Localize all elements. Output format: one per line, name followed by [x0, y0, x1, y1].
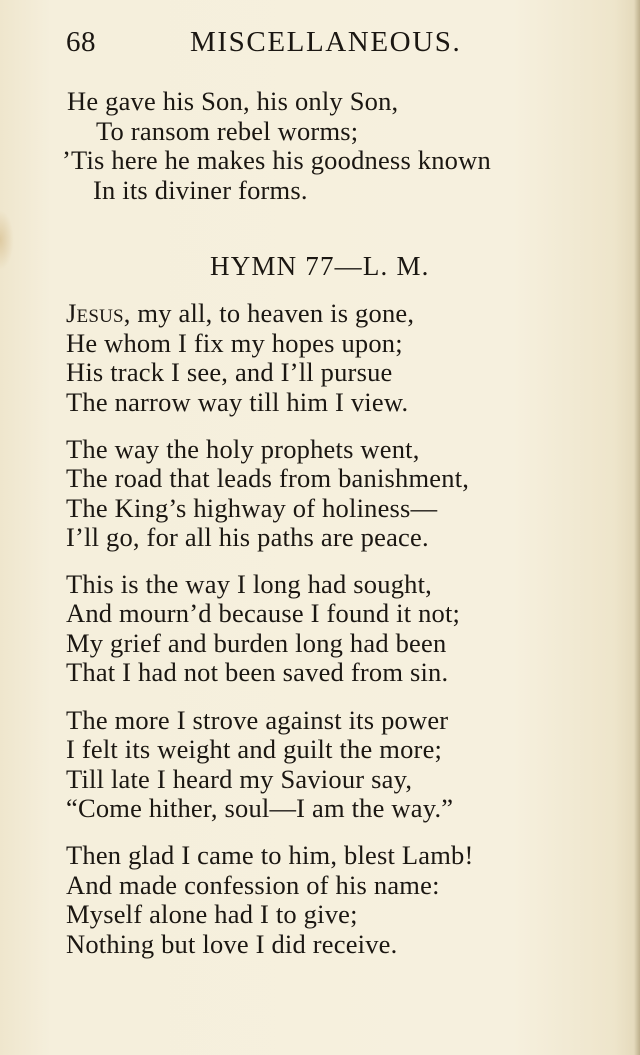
first-line-rest: my all, to heaven is gone,	[130, 298, 415, 328]
verse-line: “Come hither, soul—I am the way.”	[66, 793, 454, 823]
verse-line: To ransom rebel worms;	[96, 116, 359, 146]
page-edge-shadow	[634, 0, 640, 1055]
verse-line: Till late I heard my Saviour say,	[66, 764, 413, 794]
verse-line: The more I strove against its power	[66, 705, 449, 735]
verse-line: And made confession of his name:	[66, 870, 440, 900]
verse-line: The narrow way till him I view.	[66, 387, 409, 417]
verse-line: And mourn’d because I found it not;	[66, 598, 461, 628]
verse-line: This is the way I long had sought,	[66, 569, 432, 599]
verse-line-first	[66, 298, 414, 328]
verse-line: ’Tis here he makes his goodness known	[62, 145, 491, 175]
verse-line: Then glad I came to him, blest Lamb!	[66, 840, 474, 870]
verse-line: In its diviner forms.	[93, 175, 308, 205]
verse-line: Myself alone had I to give;	[66, 899, 358, 929]
page-number: 68	[66, 26, 96, 58]
paper-stain	[0, 210, 14, 270]
verse-line: Nothing but love I did receive.	[66, 929, 398, 959]
verse-line: His track I see, and I’ll pursue	[66, 357, 393, 387]
verse-line: I felt its weight and guilt the more;	[66, 734, 443, 764]
verse-line: My grief and burden long had been	[66, 628, 447, 658]
verse-line: The road that leads from banishment,	[66, 463, 470, 493]
verse-line: He whom I fix my hopes upon;	[66, 328, 403, 358]
verse-line: He gave his Son, his only Son,	[67, 86, 399, 116]
verse-line: I’ll go, for all his paths are peace.	[66, 522, 429, 552]
hymn-title: HYMN 77—L. M.	[210, 251, 430, 281]
verse-line: That I had not been saved from sin.	[66, 657, 449, 687]
first-word: Jesus,	[66, 298, 131, 328]
page-header	[0, 26, 640, 62]
verse-line: The way the holy prophets went,	[66, 434, 420, 464]
running-head: MISCELLANEOUS.	[190, 26, 462, 58]
verse-line: The King’s highway of holiness—	[66, 493, 438, 523]
